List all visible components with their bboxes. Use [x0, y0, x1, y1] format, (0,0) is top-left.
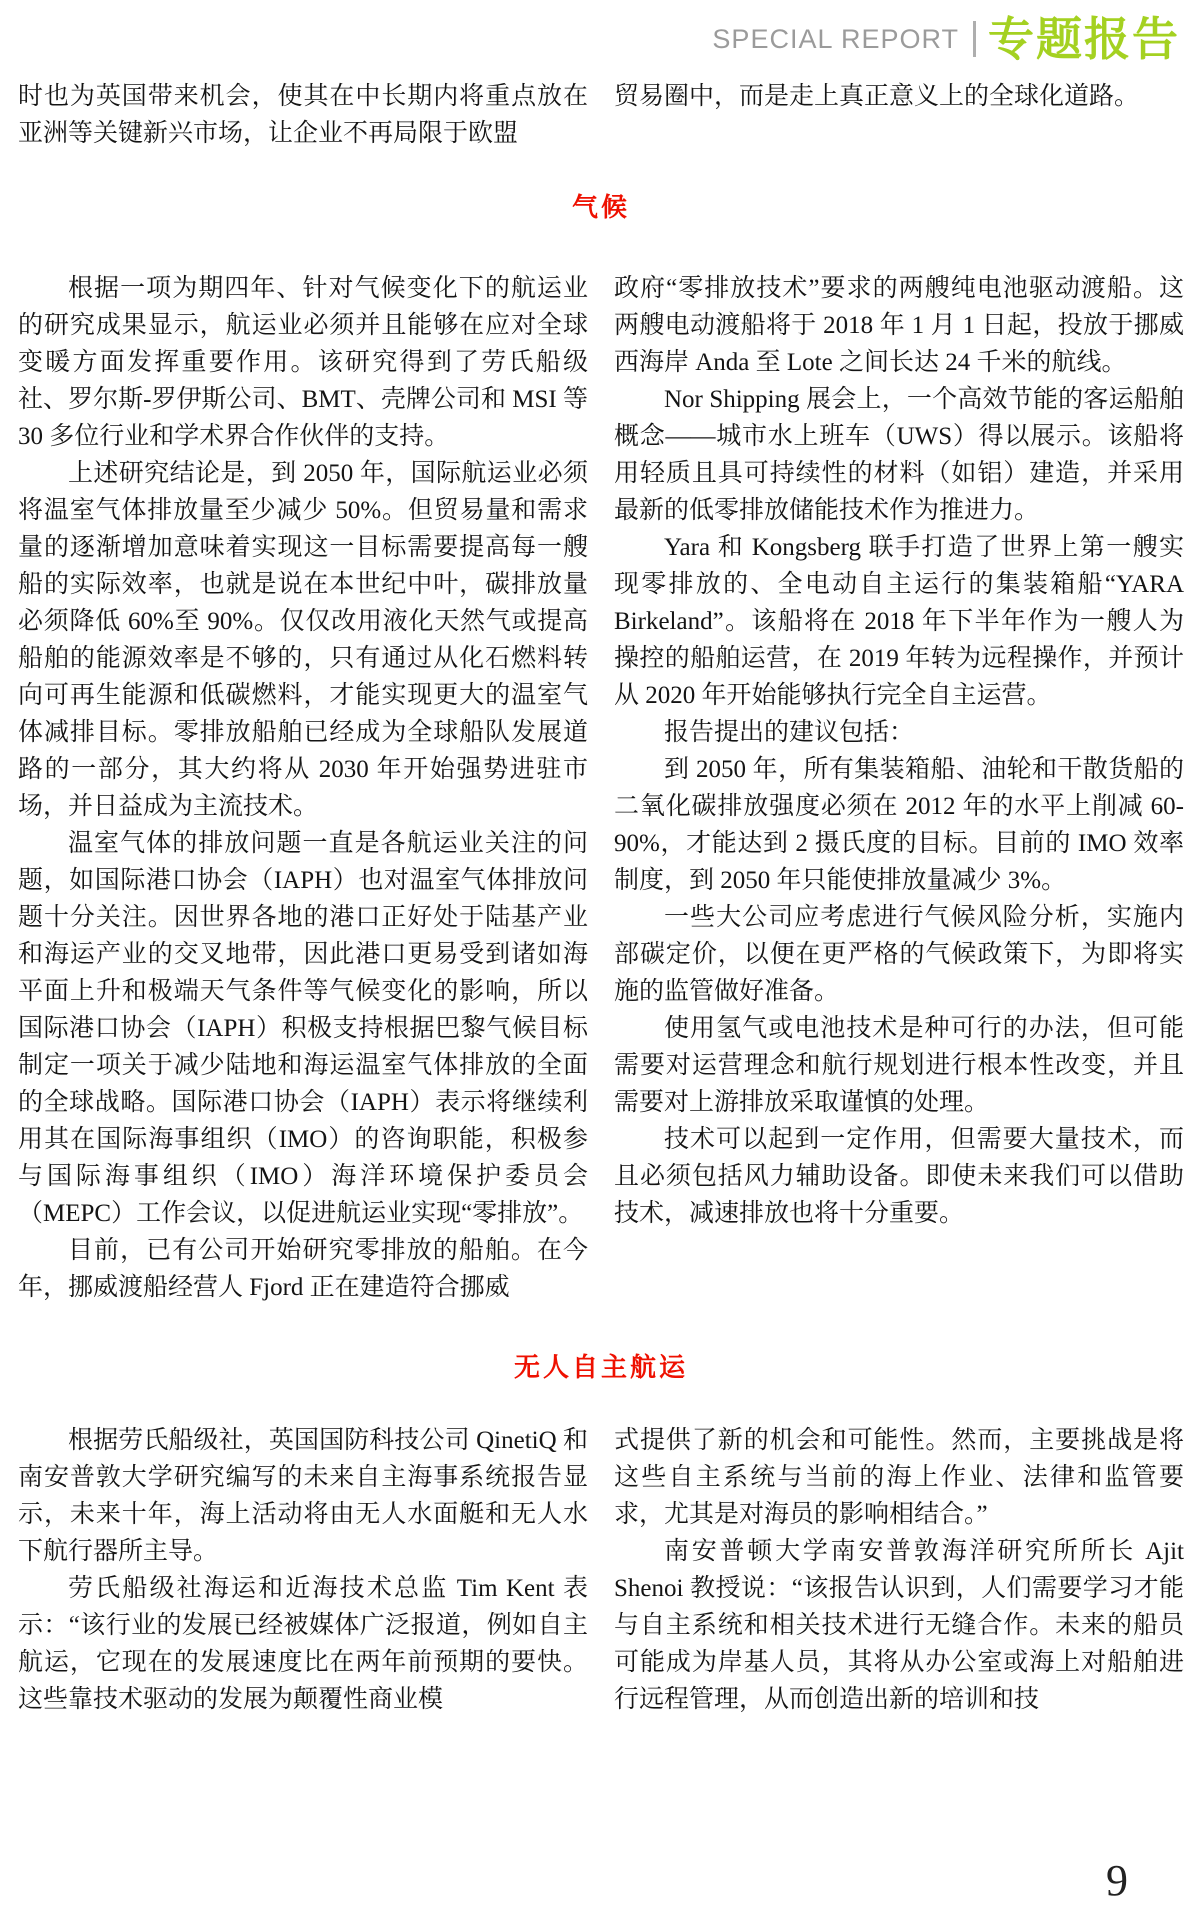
- climate-paragraph: 技术可以起到一定作用，但需要大量技术，而且必须包括风力辅助设备。即使未来我们可以借助技术，减速排放也将十分重要。: [614, 1126, 1184, 1227]
- climate-paragraph: 到 2050 年，所有集装箱船、油轮和干散货船的二氧化碳排放强度必须在 2012 年的水平上削减 60-90%，才能达到 2 摄氏度的目标。目前的 IMO 效率制度，到 2050 年只能使排放量减少 3%。: [614, 756, 1184, 894]
- climate-paragraph: 政府“零排放技术”要求的两艘纯电池驱动渡船。这两艘电动渡船将于 2018 年 1 月 1 日起，投放于挪威西海岸 Anda 至 Lote 之间长达 24 千米的航线。: [614, 275, 1184, 376]
- climate-left-column: [18, 270, 588, 1306]
- climate-paragraph: 上述研究结论是，到 2050 年，国际航运业必须将温室气体排放量至少减少 50%。但贸易量和需求量的逐渐增加意味着实现这一目标需要提高每一艘船的实际效率，也就是说在本世纪中叶，碳排放量必须降低 60%至 90%。仅仅改用液化天然气或提高船舶的能源效率是不够的，只有通过从化石燃料转向可再生能源和低碳燃料，才能实现更大的温室气体减排目标。零排放船舶已经成为全球船队发展道路的一部分，其大约将从 2030 年开始强势进驻市场，并日益成为主流技术。: [18, 460, 588, 820]
- climate-paragraph: 使用氢气或电池技术是种可行的办法，但可能需要对运营理念和航行规划进行根本性改变，并且需要对上游排放采取谨慎的处理。: [614, 1015, 1184, 1116]
- climate-paragraph: 根据一项为期四年、针对气候变化下的航运业的研究成果显示，航运业必须并且能够在应对全球变暖方面发挥重要作用。该研究得到了劳氏船级社、罗尔斯-罗伊斯公司、BMT、壳牌公司和 MSI 等 30 多位行业和学术界合作伙伴的支持。: [18, 275, 588, 450]
- climate-right-column: [614, 270, 1184, 1306]
- climate-paragraph: Yara 和 Kongsberg 联手打造了世界上第一艘实现零排放的、全电动自主运行的集装箱船“YARA Birkeland”。该船将在 2018 年下半年作为一艘人为操控的船舶运营，在 2019 年转为远程操作，并预计从 2020 年开始能够执行完全自主运营。: [614, 534, 1184, 709]
- climate-section-body: [18, 270, 1184, 1306]
- page-header: [18, 12, 1184, 66]
- intro-section: [18, 78, 1184, 152]
- intro-left-paragraph: 时也为英国带来机会，使其在中长期内将重点放在亚洲等关键新兴市场，让企业不再局限于欧盟: [18, 83, 588, 147]
- header-title-zh: 专题报告: [988, 13, 1180, 65]
- climate-paragraph: Nor Shipping 展会上，一个高效节能的客运船舶概念——城市水上班车（UWS）得以展示。该船将用轻质且具可持续性的材料（如铝）建造，并采用最新的低零排放储能技术作为推进力。: [614, 386, 1184, 524]
- page-number: 9: [1106, 1856, 1128, 1905]
- intro-right-paragraph: 贸易圈中，而是走上真正意义上的全球化道路。: [614, 83, 1140, 110]
- header-title-en: SPECIAL REPORT: [712, 23, 959, 54]
- climate-paragraph: 目前，已有公司开始研究零排放的船舶。在今年，挪威渡船经营人 Fjord 正在建造符合挪威: [18, 1237, 588, 1301]
- climate-paragraph: 一些大公司应考虑进行气候风险分析，实施内部碳定价，以便在更严格的气候政策下，为即将实施的监管做好准备。: [614, 904, 1184, 1005]
- autonomous-paragraph: 式提供了新的机会和可能性。然而，主要挑战是将这些自主系统与当前的海上作业、法律和监管要求，尤其是对海员的影响相结合。”: [614, 1427, 1184, 1528]
- section-title-autonomous-shipping: 无人自主航运: [513, 1353, 688, 1382]
- climate-paragraph: 温室气体的排放问题一直是各航运业关注的问题，如国际港口协会（IAPH）也对温室气体排放问题十分关注。因世界各地的港口正好处于陆基产业和海运产业的交叉地带，因此港口更易受到诸如海平面上升和极端天气条件等气候变化的影响，所以国际港口协会（IAPH）积极支持根据巴黎气候目标制定一项关于减少陆地和海运温室气体排放的全面的全球战略。国际港口协会（IAPH）表示将继续利用其在国际海事组织（IMO）的咨询职能，积极参与国际海事组织（IMO）海洋环境保护委员会（MEPC）工作会议，以促进航运业实现“零排放”。: [18, 830, 588, 1227]
- autonomous-paragraph: 根据劳氏船级社，英国国防科技公司 QinetiQ 和南安普敦大学研究编写的未来自主海事系统报告显示，未来十年，海上活动将由无人水面艇和无人水下航行器所主导。: [18, 1427, 588, 1565]
- climate-paragraph: 报告提出的建议包括：: [664, 719, 915, 746]
- intro-left-column: [18, 78, 588, 152]
- autonomous-right-column: [614, 1422, 1184, 1718]
- autonomous-left-column: [18, 1422, 588, 1718]
- header-divider: [973, 21, 976, 57]
- section-title-climate: 气候: [571, 193, 630, 222]
- intro-right-column: [614, 78, 1184, 152]
- autonomous-paragraph: 劳氏船级社海运和近海技术总监 Tim Kent 表示：“该行业的发展已经被媒体广泛报道，例如自主航运，它现在的发展速度比在两年前预期的要快。这些靠技术驱动的发展为颠覆性商业模: [18, 1575, 588, 1713]
- autonomous-section-body: [18, 1422, 1184, 1718]
- autonomous-paragraph: 南安普顿大学南安普敦海洋研究所所长 Ajit Shenoi 教授说：“该报告认识到，人们需要学习才能与自主系统和相关技术进行无缝合作。未来的船员可能成为岸基人员，其将从办公室或海上对船舶进行远程管理，从而创造出新的培训和技: [614, 1538, 1184, 1713]
